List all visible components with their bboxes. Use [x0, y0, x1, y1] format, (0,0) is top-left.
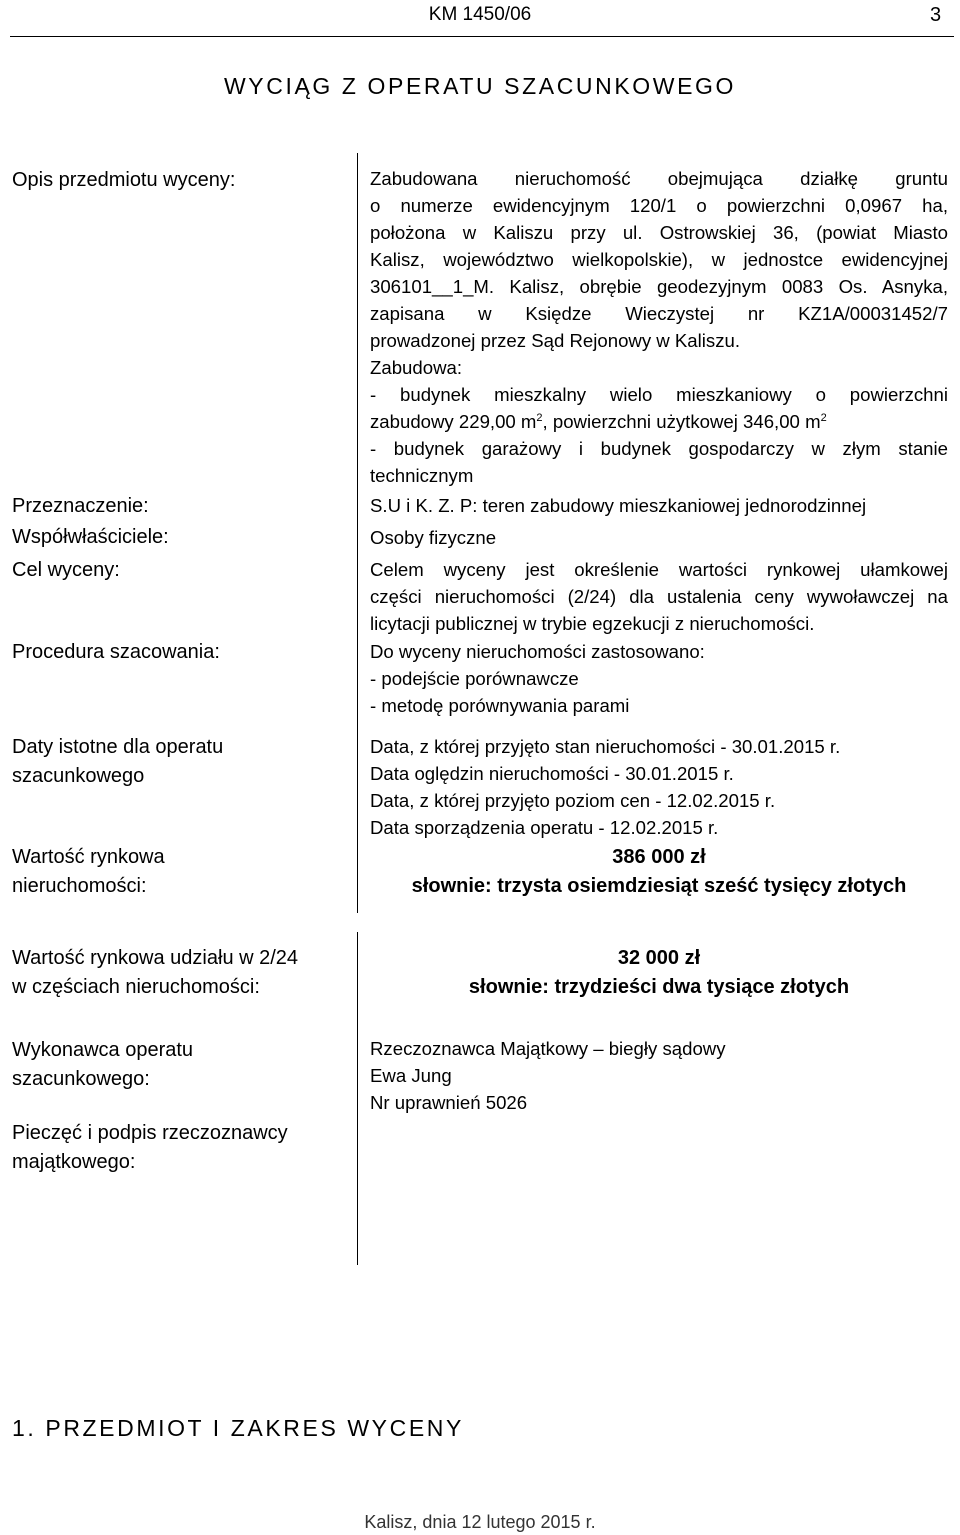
opis-line: o numerze ewidencyjnym 120/1 o powierzchni 0,0967 ha,: [370, 195, 948, 216]
document-title: WYCIĄG Z OPERATU SZACUNKOWEGO: [224, 73, 736, 99]
amount: 32 000 zł: [617, 947, 701, 969]
opis-line: - budynek mieszkalny wielo mieszkaniowy o powierzchni: [370, 384, 948, 405]
value-opis: [370, 165, 948, 489]
label-line: szacunkowego:: [12, 1068, 150, 1090]
appraiser-line: Nr uprawnień 5026: [370, 1092, 528, 1113]
opis-line: zapisana w Księdze Wieczystej nr KZ1A/00031452/7: [370, 303, 948, 324]
label-wspolwlasciciele: Współwłaściciele:: [12, 526, 169, 548]
label-udzial: [12, 944, 347, 1002]
value-wspolwlasciciele: Osoby fizyczne: [370, 527, 497, 548]
footer-place-date: Kalisz, dnia 12 lutego 2015 r.: [364, 1512, 596, 1532]
superscript: 2: [820, 411, 827, 424]
opis-line: Kalisz, województwo wielkopolskie), w jednostce ewidencyjnej: [370, 249, 948, 270]
area-text: zabudowy 229,00 m: [370, 411, 537, 432]
opis-line: Zabudowa:: [370, 357, 462, 378]
appraiser-line: Rzeczoznawca Majątkowy – biegły sądowy: [370, 1038, 726, 1059]
amount-in-words: słownie: trzysta osiemdziesiąt sześć tysięcy złotych: [411, 875, 907, 897]
label-procedura: Procedura szacowania:: [12, 641, 220, 663]
cel-line: Celem wyceny jest określenie wartości rynkowej ułamkowej: [370, 559, 948, 580]
label-wartosc: [12, 843, 347, 901]
date-line: Data, z której przyjęto stan nieruchomości - 30.01.2015 r.: [370, 736, 841, 757]
value-daty: [370, 733, 948, 841]
date-line: Data, z której przyjęto poziom cen - 12.02.2015 r.: [370, 790, 776, 811]
label-przeznaczenie: Przeznaczenie:: [12, 495, 149, 517]
area-text: , powierzchni użytkowej 346,00 m: [542, 411, 821, 432]
opis-line: 306101__1_M. Kalisz, obrębie geodezyjnym 0083 Os. Asnyka,: [370, 276, 948, 297]
appraiser-line: Ewa Jung: [370, 1065, 452, 1086]
procedura-line: Do wyceny nieruchomości zastosowano:: [370, 641, 705, 662]
label-pieczec: [12, 1119, 347, 1177]
section-title: 1. PRZEDMIOT I ZAKRES WYCENY: [12, 1415, 464, 1441]
document-reference: KM 1450/06: [428, 4, 532, 25]
cel-line: części nieruchomości (2/24) dla ustalenia ceny wywoławczej na: [370, 586, 948, 607]
column-divider-lower: [357, 932, 358, 1265]
label-line: Pieczęć i podpis rzeczoznawcy: [12, 1122, 288, 1144]
label-line: w częściach nieruchomości:: [12, 976, 260, 998]
label-daty: [12, 733, 347, 791]
value-udzial: [370, 944, 948, 1002]
label-line: Wartość rynkowa: [12, 846, 165, 868]
procedura-line: - metodę porównywania parami: [370, 695, 630, 716]
label-line: Wykonawca operatu: [12, 1039, 194, 1061]
opis-line-area: [370, 408, 948, 435]
column-divider-upper: [357, 153, 358, 913]
value-przeznaczenie: S.U i K. Z. P: teren zabudowy mieszkaniowej jednorodzinnej: [370, 495, 867, 516]
opis-line: położona w Kaliszu przy ul. Ostrowskiej 36, (powiat Miasto: [370, 222, 948, 243]
procedura-line: - podejście porównawcze: [370, 668, 579, 689]
label-line: nieruchomości:: [12, 875, 147, 897]
date-line: Data sporządzenia operatu - 12.02.2015 r.: [370, 817, 719, 838]
label-line: majątkowego:: [12, 1151, 136, 1173]
header-divider: [10, 36, 954, 37]
opis-line: Zabudowana nieruchomość obejmująca działkę gruntu: [370, 168, 948, 189]
opis-line: prowadzonej przez Sąd Rejonowy w Kaliszu.: [370, 330, 740, 351]
amount: 386 000 zł: [612, 846, 706, 868]
value-cel: [370, 556, 948, 637]
opis-line: - budynek garażowy i budynek gospodarczy w złym stanie: [370, 438, 948, 459]
label-cel: Cel wyceny:: [12, 559, 120, 581]
value-wartosc: [370, 843, 948, 901]
amount-in-words: słownie: trzydzieści dwa tysiące złotych: [468, 976, 850, 998]
opis-line: technicznym: [370, 465, 474, 486]
superscript: 2: [536, 411, 543, 424]
cel-line: licytacji publicznej w trybie egzekucji z nieruchomości.: [370, 613, 815, 634]
label-line: Wartość rynkowa udziału w 2/24: [12, 947, 299, 969]
label-wykonawca: [12, 1036, 347, 1094]
page-number: 3: [930, 4, 942, 26]
value-wykonawca: [370, 1035, 948, 1116]
label-opis: Opis przedmiotu wyceny:: [12, 169, 236, 191]
label-line: szacunkowego: [12, 765, 145, 787]
date-line: Data oględzin nieruchomości - 30.01.2015 r.: [370, 763, 734, 784]
value-procedura: [370, 638, 948, 719]
label-line: Daty istotne dla operatu: [12, 736, 224, 758]
